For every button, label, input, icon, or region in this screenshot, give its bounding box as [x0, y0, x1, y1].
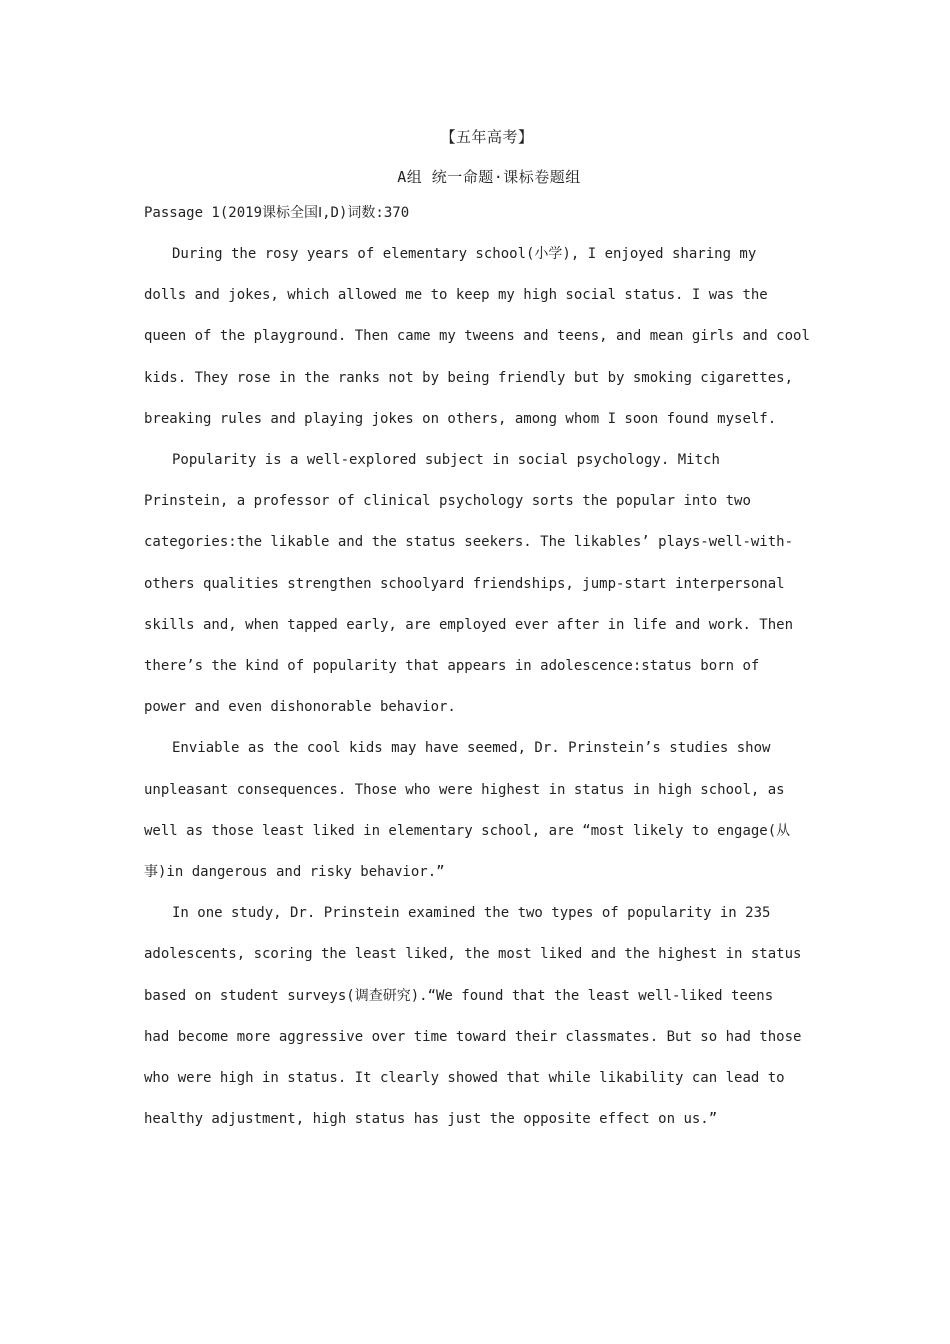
- document-page: [144, 122, 810, 1140]
- paragraph-4: In one study, Dr. Prinstein examined the two types of popularity in 235 adolescents, scoring the least liked, the most liked and the highest in status based on student surveys(调查研究).“We found that the least well-liked teens had become more aggressive over time toward their classmates. But so had those who were high in status. It clearly showed that while likability can lead to healthy adjustment, high status has just the opposite effect on us.”: [144, 905, 802, 1128]
- paragraph-1: During the rosy years of elementary school(小学), I enjoyed sharing my dolls and jokes, which allowed me to keep my high social status. I was the queen of the playground. Then came my tweens and teens, and mean girls and cool kids. They rose in the ranks not by being friendly but by smoking cigarettes, breaking rules and playing jokes on others, among whom I soon found myself.: [144, 246, 810, 427]
- passage-label: Passage 1(2019课标全国Ⅰ,D)词数:370: [144, 205, 410, 221]
- section-title: 【五年高考】: [440, 128, 534, 146]
- paragraph-2: Popularity is a well-explored subject in social psychology. Mitch Prinstein, a professor of clinical psychology sorts the popular into two categories:the likable and the status seekers. The likables’ plays-well-with- others qualities strengthen schoolyard friendships, jump-start interpersonal skills and, when tapped early, are employed ever after in life and work. Then there’s the kind of popularity that appears in adolescence:status born of power and even dishonorable behavior.: [144, 452, 794, 716]
- paragraph-3: Enviable as the cool kids may have seemed, Dr. Prinstein’s studies show unpleasant consequences. Those who were highest in status in high school, as well as those least liked in elementary school, are “most likely to engage(从 事)in dangerous and risky behavior.”: [144, 740, 791, 881]
- section-subtitle: A组 统一命题·课标卷题组: [397, 168, 581, 186]
